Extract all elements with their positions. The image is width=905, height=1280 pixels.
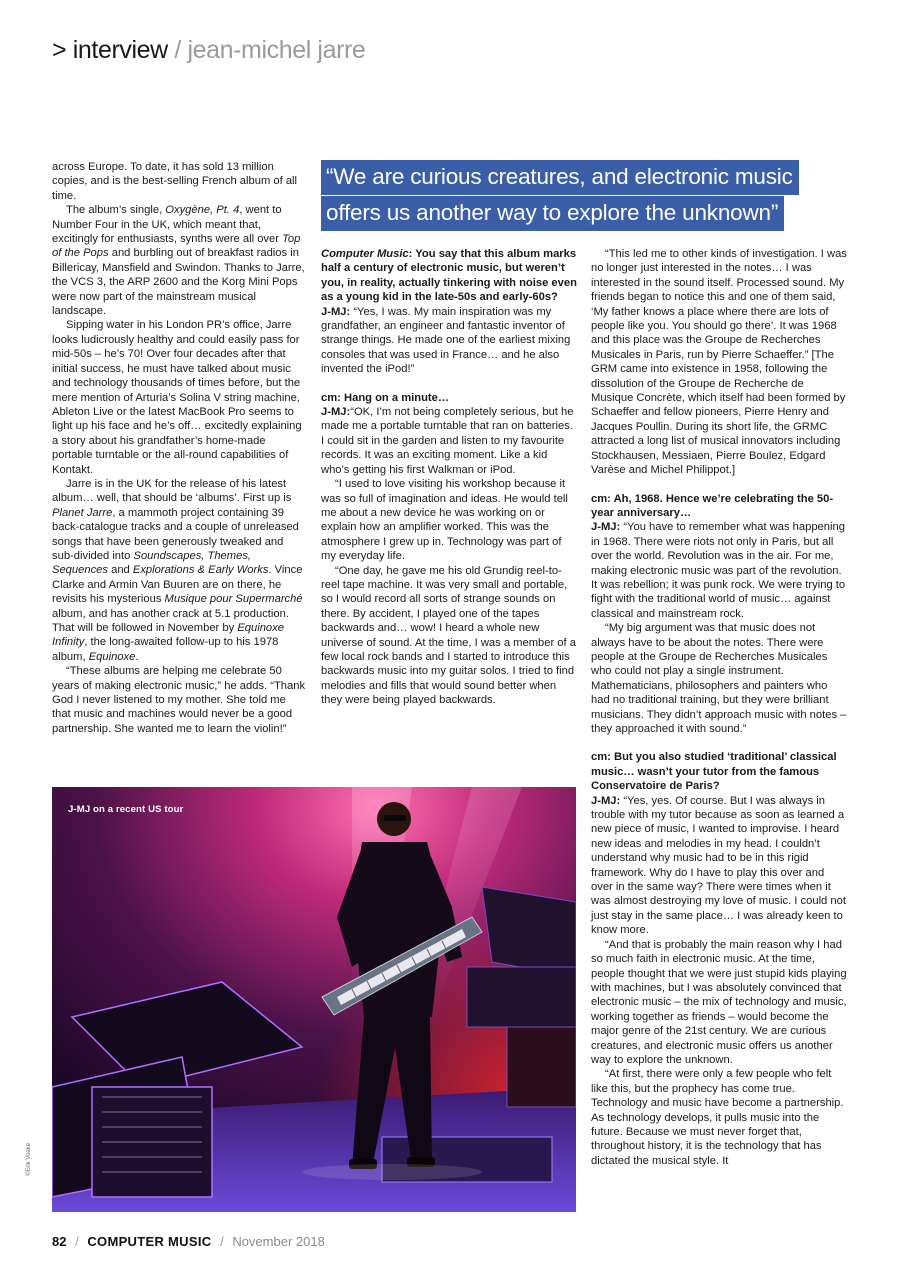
article-column-2 — [321, 247, 577, 708]
paragraph: “At first, there were only a few people who felt like this, but the prophecy has come true. Technology and music have become a partnership. As technology develops, it pulls music into the future. Because we must never forget that, throughout history, it is the technology that has dictated the musical style. It — [591, 1068, 844, 1167]
section-header — [52, 36, 365, 65]
paragraph: Sipping water in his London PR’s office, Jarre looks ludicrously healthy and could easily pass for mid-50s – he’s 70! Over four decades after that initial success, he must have talked about music and technology thousands of times before, but the mere mention of Arturia’s Solina V string machine, Ableton Live or the latest MacBook Pro seems to light up his face and he’s off… excitedly explaining a story about his grandfather’s home-made portable turntable or the all-round capabilities of Kontakt. — [52, 319, 302, 476]
concert-photo — [52, 787, 576, 1212]
answer: J-MJ: “Yes, yes. Of course. But I was always in trouble with my tutor because as soon as learned a new piece of music, I wanted to improvise. I heard new ideas and melodies in my head. I couldn’t understand why music had to be in this rigid framework. Why do I have to play this over and over in the same way? There were times when it was almost destroying my love of music. I could not just stay in the same place… I was already keen to know more. — [591, 794, 846, 937]
paragraph: “I used to love visiting his workshop because it was so full of imagination and ideas. He would tell me about a new device he was working on or explain how an amplifier worked. This was the atmosphere I grew up in. Technology was part of my everyday life. — [321, 478, 568, 563]
header-subject: jean-michel jarre — [187, 36, 366, 64]
paragraph: “One day, he gave me his old Grundig reel-to-reel tape machine. It was very small and portable, so I would record all sorts of strange sounds on there. By accident, I played one of the tapes backwards and… wow! I heard a whole new universe of sound. At the time, I was a member of a few local rock bands and I started to introduce this backwards music into my guitar solos. I tried to find melodies and fills that would sound better when they were being played backwards. — [321, 564, 576, 707]
paragraph: “And that is probably the main reason why I had so much faith in electronic music. At the time, people thought that we were just stupid kids playing with machines, but I was absolutely convinced that electronic music – the mix of technology and music, working together as friends – would become the major genre of the 21st century. We are curious creatures, and electronic music offers us another way to explore the unknown. — [591, 938, 847, 1066]
article-column-1 — [52, 160, 306, 736]
pull-quote-line-1: “We are curious creatures, and electronic music — [321, 160, 799, 195]
paragraph: across Europe. To date, it has sold 13 million copies, and is the best-selling French album of all time. — [52, 161, 298, 202]
question: cm: But you also studied ‘traditional’ classical music… wasn’t your tutor from the famous Conservatoire de Paris? — [591, 751, 837, 793]
photo-caption: J-MJ on a recent US tour — [68, 804, 184, 815]
question: cm: Ah, 1968. Hence we’re celebrating the 50-year anniversary… — [591, 492, 834, 519]
page-number: 82 — [52, 1234, 67, 1249]
header-section: interview — [72, 36, 168, 64]
page-footer — [52, 1234, 325, 1249]
question: cm: Hang on a minute… — [321, 391, 450, 404]
header-slash: / — [174, 36, 181, 64]
header-arrow: > — [52, 36, 67, 64]
magazine-name: COMPUTER MUSIC — [87, 1234, 212, 1249]
question: Computer Music: You say that this album marks half a century of electronic music, but weren’t you, in reality, actually tinkering with noise even as a young kid in the late-50s and early-60s? — [321, 248, 577, 304]
paragraph: “This led me to other kinds of investigation. I was no longer just interested in the notes… I was interested in the sound itself. Processed sound. My friends began to notice this and one of them said, ‘My father knows a place where there are lots of people like you. You should go there’. It was 1968 and this place was the Groupe de Recherches Musicales in Paris, run by Pierre Schaeffer.” [The GRM came into existence in 1958, following the dissolution of the Groupe de Recherche de Musique Concrète, which itself had been formed by Schaeffer and fellow pioneers, Pierre Henry and Jacques Poullin. During its short life, the GRMC attracted a long list of musical innovators including Stockhausen, Messiaen, Pierre Boulez, Edgard Varèse and Michel Philippot.] — [591, 248, 847, 477]
pull-quote — [321, 160, 821, 232]
answer: J-MJ: “You have to remember what was happening in 1968. There were riots not only in Paris, but all over the world. Revolution was in the air. For me, making electronic music was part of the revolution. It was rebellion; it was punk rock. We were trying to fight with the traditional world of music… against classical and mainstream rock. — [591, 521, 846, 620]
article-column-3 — [591, 247, 847, 1168]
paragraph: “These albums are helping me celebrate 50 years of making electronic music,” he adds. “Thank God I never listened to my mother. She told me that music and machines would never be a good partnership. She wanted me to learn the violin!” — [52, 665, 306, 735]
paragraph: Jarre is in the UK for the release of his latest album… well, that should be ‘albums’. First up is Planet Jarre, a mammoth project containing 39 back-catalogue tracks and a couple of unreleased songs that have been generously tweaked and sub-divided into Soundscapes, Themes, Sequences and Explorations & Early Works. Vince Clarke and Armin Van Buuren are on there, he revisits his mysterious Musique pour Supermarché album, and has another crack at 5.1 production. That will be followed in November by Equinoxe Infinity, the long-awaited follow-up to his 1978 album, Equinoxe. — [52, 477, 303, 663]
paragraph: “My big argument was that music does not always have to be about the notes. There were people at the Groupe de Recherches Musicales who could not play a single instrument. Mathematicians, philosophers and painters who had no traditional training, but they were brilliant musicians. They didn’t approach music with notes – they approached it with sound.” — [591, 622, 847, 735]
footer-separator: / — [75, 1234, 79, 1249]
answer: J-MJ: “Yes, I was. My main inspiration was my grandfather, an engineer and fantastic inventor of strange things. He made one of the earliest mixing consoles that was used in France… and he also invented the iPod!” — [321, 305, 571, 376]
paragraph: The album’s single, Oxygène, Pt. 4, went to Number Four in the UK, which meant that, excitingly for enthusiasts, synths were all over Top of the Pops and burbling out of breakfast radios in Billericay, Mansfield and Swindon. Thanks to Jarre, the VCS 3, the ARP 2600 and the Korg Mini Pops were now part of the mainstream musical landscape. — [52, 204, 305, 318]
footer-separator: / — [220, 1234, 224, 1249]
photo-credit: ©Erik Voake — [26, 1142, 32, 1176]
concert-photo-illustration — [52, 787, 576, 1212]
pull-quote-line-2: offers us another way to explore the unknown” — [321, 196, 784, 231]
issue-date: November 2018 — [232, 1234, 325, 1249]
answer: J-MJ:“OK, I’m not being completely serious, but he made me a portable turntable that ran on batteries. I could sit in the garden and listen to my favourite records. It was an exciting moment. Like a kid who’s getting his first Walkman or iPod. — [321, 406, 574, 476]
